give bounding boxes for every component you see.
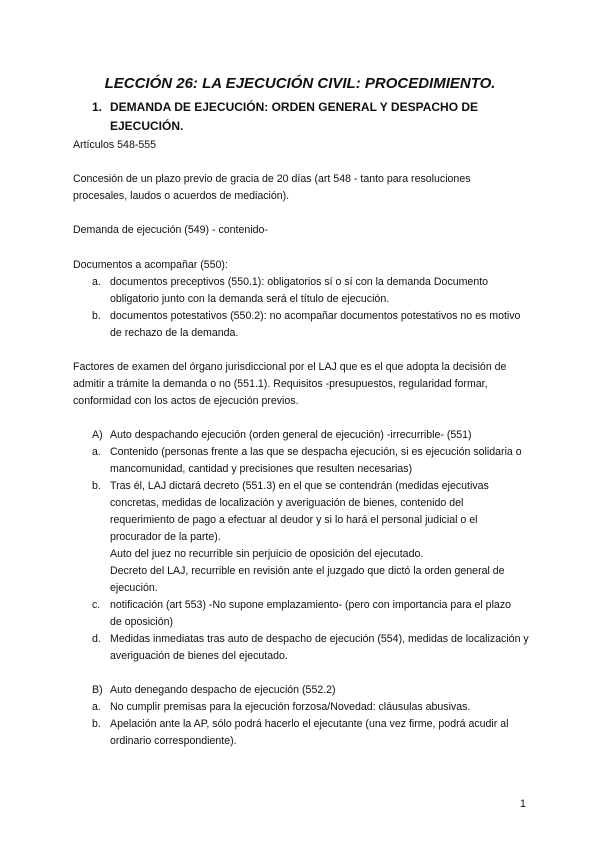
list-marker: c. [92, 599, 101, 611]
list-item-text: Auto del juez no recurrible sin perjuicio de oposición del ejecutado. [110, 548, 424, 560]
list-item [92, 716, 532, 750]
subsection-a [92, 427, 532, 444]
list-item [92, 444, 530, 478]
subsection-b [92, 682, 532, 699]
list-item-text: notificación (art 553) -No supone emplazamiento- (pero con importancia para el plazo de oposición) [110, 599, 512, 628]
list-item [92, 699, 532, 716]
paragraph-grace-period: Concesión de un plazo previo de gracia de 20 días (art 548 - tanto para resoluciones procesales, laudos o acuerdos de mediación). [73, 173, 471, 202]
section-heading [92, 98, 522, 136]
list-marker: b. [92, 480, 101, 492]
articles-reference: Artículos 548-555 [73, 139, 157, 151]
list-item [92, 631, 530, 665]
list-item-text: No cumplir premisas para la ejecución forzosa/Novedad: cláusulas abusivas. [110, 701, 471, 713]
list-item [92, 308, 522, 342]
subsection-a-text: Auto despachando ejecución (orden general de ejecución) -irrecurrible- (551) [110, 429, 472, 441]
lesson-title: LECCIÓN 26: LA EJECUCIÓN CIVIL: PROCEDIMIENTO. [104, 75, 496, 92]
section-heading-text: DEMANDA DE EJECUCIÓN: ORDEN GENERAL Y DESPACHO DE EJECUCIÓN. [110, 100, 479, 133]
list-item-text: Tras él, LAJ dictará decreto (551.3) en el que se contendrán (medidas ejecutivas concretas, medidas de localización y averiguación de bienes, contenido del requerimiento de pago a efectuar al deudor y si lo hará el personal judicial o el procurador de la parte). [110, 480, 489, 543]
list-marker: a. [92, 446, 101, 458]
page-number: 1 [520, 798, 526, 810]
list-marker: b. [92, 718, 101, 730]
list-marker: b. [92, 310, 101, 322]
subsection-marker: A) [92, 429, 103, 441]
list-item [92, 478, 522, 597]
paragraph-factors: Factores de examen del órgano jurisdiccional por el LAJ que es el que adopta la decisión de admitir a trámite la demanda o no (551.1). Requisitos -presupuestos, regularidad formar, conformidad con los actos de ejecución previos. [73, 361, 507, 407]
list-item-text: Decreto del LAJ, recurrible en revisión ante el juzgado que dictó la orden general de ejecución. [110, 565, 505, 594]
subsection-b-text: Auto denegando despacho de ejecución (552.2) [110, 684, 336, 696]
section-number: 1. [92, 100, 103, 114]
list-item-text: documentos preceptivos (550.1): obligatorios sí o sí con la demanda Documento obligatorio junto con la demanda será el título de ejecución. [110, 276, 489, 305]
list-item-text: Apelación ante la AP, sólo podrá hacerlo el ejecutante (una vez firme, podrá acudir al ordinario correspondiente). [110, 718, 509, 747]
list-item-text: Contenido (personas frente a las que se despacha ejecución, si es ejecución solidaria o mancomunidad, cantidad y precisiones que resulten necesarias) [110, 446, 522, 475]
list-item-text: Medidas inmediatas tras auto de despacho de ejecución (554), medidas de localización y averiguación de bienes del ejecutado. [110, 633, 529, 662]
list-item-text: documentos potestativos (550.2): no acompañar documentos potestativos no es motivo de rechazo de la demanda. [110, 310, 521, 339]
paragraph-demand: Demanda de ejecución (549) - contenido- [73, 224, 268, 236]
list-marker: a. [92, 701, 101, 713]
list-item [92, 274, 522, 308]
list-marker: d. [92, 633, 101, 645]
list-item [92, 597, 522, 631]
paragraph-documents: Documentos a acompañar (550): [73, 259, 228, 271]
list-marker: a. [92, 276, 101, 288]
subsection-marker: B) [92, 684, 103, 696]
